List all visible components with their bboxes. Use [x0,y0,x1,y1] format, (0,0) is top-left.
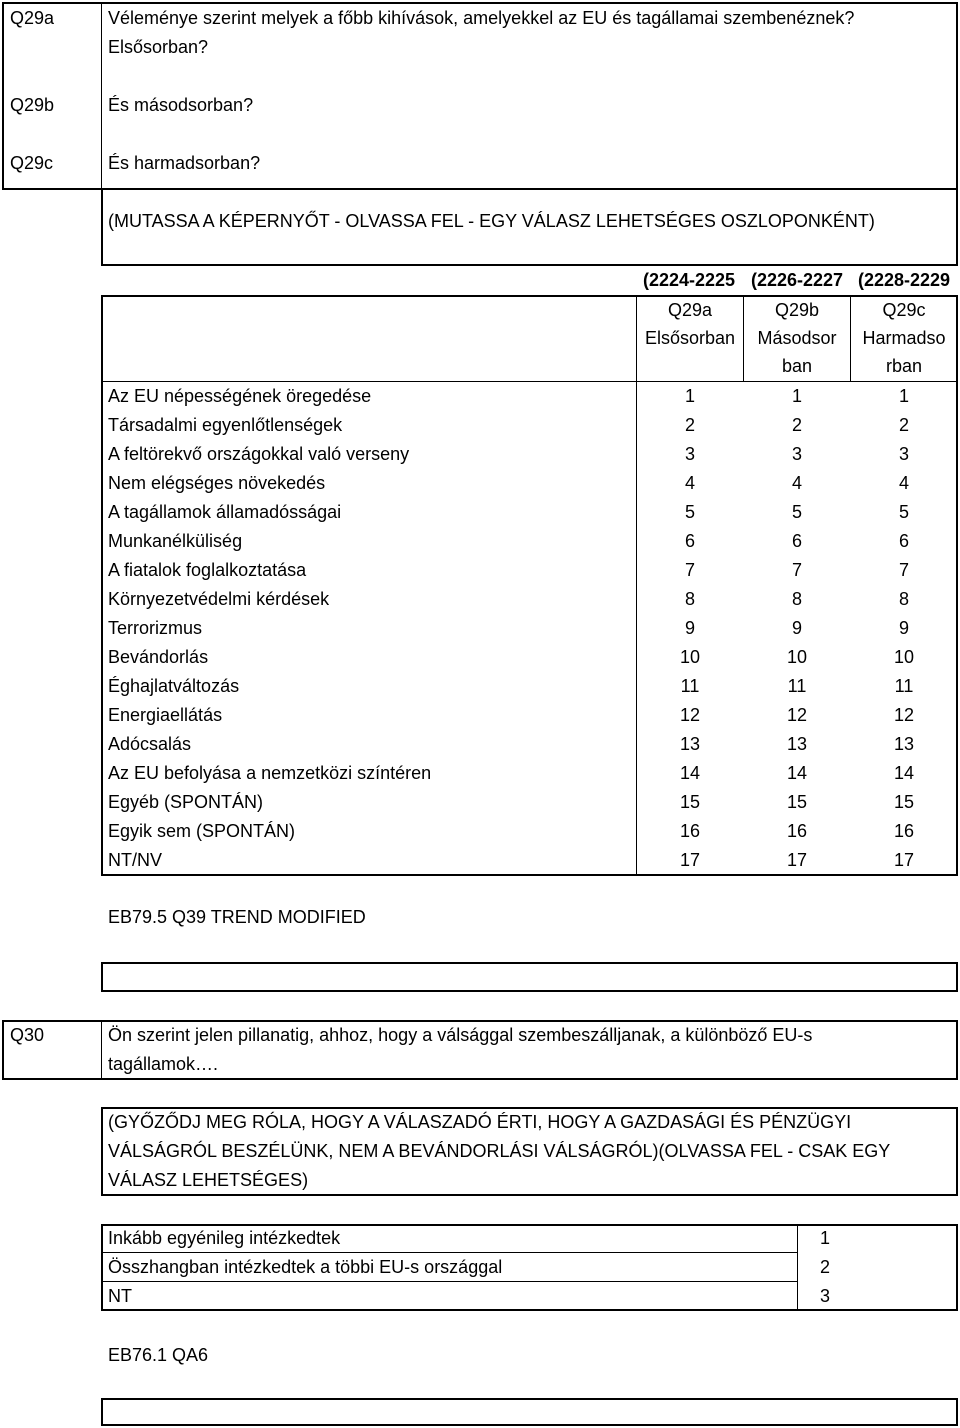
table-row-code: 4 [791,473,802,493]
col-code-q29b: Q29b [774,300,820,320]
table-row-code: 13 [679,734,701,754]
table-row-code: 12 [786,705,808,725]
trend-note-q29: EB79.5 Q39 TREND MODIFIED [108,907,366,927]
table-row-code: 1 [791,386,802,406]
col-label-q29b-line1: Másodsor [757,328,837,348]
table-row-code: 12 [893,705,915,725]
table-row-label: A tagállamok államadósságai [108,502,342,522]
table-row-label: Egyik sem (SPONTÁN) [108,821,296,841]
table-row-code: 11 [680,676,700,696]
question-text-q30-line2: tagállamok…. [108,1054,219,1074]
question-text-q30-line1: Ön szerint jelen pillanatig, ahhoz, hogy a válsággal szembeszálljanak, a különböző EU-s [108,1025,813,1045]
table-row-code: 4 [898,473,909,493]
table-row-code: 7 [898,560,909,580]
table-row-code: 6 [898,531,909,551]
q30-option-code-1: 1 [820,1228,831,1248]
table-row-code: 3 [684,444,695,464]
table-row-label: Az EU befolyása a nemzetközi színtéren [108,763,432,783]
instruction-text-q30-line1: (GYŐZŐDJ MEG RÓLA, HOGY A VÁLASZADÓ ÉRTI, HOGY A GAZDASÁGI ÉS PÉNZÜGYI [108,1112,852,1132]
col-label-q29a: Elsősorban [644,328,736,348]
table-row-code: 12 [679,705,701,725]
table-row-code: 1 [684,386,695,406]
instruction-text-q30-line2: VÁLSÁGRÓL BESZÉLÜNK, NEM A BEVÁNDORLÁSI VÁLSÁGRÓL)(OLVASSA FEL - CSAK EGY [108,1141,891,1161]
table-row-code: 16 [679,821,701,841]
question-text-q29a-line1: Véleménye szerint melyek a főbb kihívások, amelyekkel az EU és tagállamai szembenéznek? [108,8,855,28]
table-row-code: 13 [786,734,808,754]
table-row-code: 3 [898,444,909,464]
table-row-code: 2 [898,415,909,435]
table-row-code: 17 [679,850,701,870]
table-row-code: 15 [786,792,808,812]
table-row-code: 8 [684,589,695,609]
table-row-code: 16 [786,821,808,841]
table-row-label: Munkanélküliség [108,531,243,551]
question-code-divider-q30 [101,1020,102,1080]
q30-option-code-2: 2 [820,1257,831,1277]
question-code-q30: Q30 [10,1025,45,1045]
table-row-code: 5 [898,502,909,522]
q30-option-label-3: NT [108,1286,132,1306]
table-row-code: 10 [893,647,915,667]
range-col-2: (2226-2227 [750,270,844,290]
table-row-label: Nem elégséges növekedés [108,473,326,493]
table-row-code: 16 [893,821,915,841]
table-row-code: 14 [786,763,808,783]
question-code-divider [101,2,102,190]
q30-options-divider [797,1224,798,1311]
table-row-code: 5 [791,502,802,522]
table-row-code: 10 [679,647,701,667]
table-row-label: Egyéb (SPONTÁN) [108,792,264,812]
table-row-code: 3 [791,444,802,464]
col-label-q29c-line2: rban [885,356,923,376]
table-row-label: Éghajlatváltozás [108,676,240,696]
table-row-code: 9 [791,618,802,638]
table-row-code: 9 [898,618,909,638]
table-row-code: 2 [791,415,802,435]
table-row-code: 15 [893,792,915,812]
table-row-code: 8 [898,589,909,609]
table-row-label: Terrorizmus [108,618,203,638]
col-code-q29c: Q29c [882,300,926,320]
table-row-code: 9 [684,618,695,638]
question-code-q29c: Q29c [10,153,54,173]
q30-option-label-1: Inkább egyénileg intézkedtek [108,1228,341,1248]
col-label-q29c-line1: Harmadso [862,328,946,348]
empty-box-q29 [101,962,958,992]
table-row-label: Társadalmi egyenlőtlenségek [108,415,343,435]
table-row-code: 7 [684,560,695,580]
table-row-label: NT/NV [108,850,162,870]
table-row-code: 1 [898,386,909,406]
col-code-q29a: Q29a [667,300,713,320]
q30-option-label-2: Összhangban intézkedtek a többi EU-s országgal [108,1257,503,1277]
trend-note-q30: EB76.1 QA6 [108,1345,209,1365]
instruction-text-q29: (MUTASSA A KÉPERNYŐT - OLVASSA FEL - EGY VÁLASZ LEHETSÉGES OSZLOPONKÉNT) [108,211,875,231]
question-text-q29b: És másodsorban? [108,95,254,115]
empty-box-q30 [101,1398,958,1426]
q30-option-code-3: 3 [820,1286,831,1306]
table-row-code: 6 [791,531,802,551]
table-row-label: Az EU népességének öregedése [108,386,372,406]
question-text-q29c: És harmadsorban? [108,153,261,173]
table-row-code: 17 [786,850,808,870]
question-text-q29a-line2: Elsősorban? [108,37,209,57]
col-label-q29b-line2: ban [781,356,813,376]
table-row-code: 2 [684,415,695,435]
question-code-q29a: Q29a [10,8,55,28]
instruction-text-q30-line3: VÁLASZ LEHETSÉGES) [108,1170,309,1190]
table-row-label: Környezetvédelmi kérdések [108,589,330,609]
table-row-code: 17 [893,850,915,870]
table-row-label: Adócsalás [108,734,192,754]
table-row-code: 4 [684,473,695,493]
table-row-code: 14 [679,763,701,783]
table-row-code: 11 [894,676,914,696]
table-row-code: 15 [679,792,701,812]
table-row-label: Bevándorlás [108,647,209,667]
table-row-code: 10 [786,647,808,667]
table-row-code: 13 [893,734,915,754]
range-col-1: (2224-2225 [642,270,736,290]
question-code-q29b: Q29b [10,95,55,115]
range-col-3: (2228-2229 [857,270,951,290]
table-row-label: A fiatalok foglalkoztatása [108,560,307,580]
table-row-code: 6 [684,531,695,551]
table-row-code: 5 [684,502,695,522]
table-row-code: 8 [791,589,802,609]
table-row-code: 14 [893,763,915,783]
table-row-label: Energiaellátás [108,705,223,725]
table-row-label: A feltörekvő országokkal való verseny [108,444,410,464]
table-row-code: 7 [791,560,802,580]
table-row-code: 11 [787,676,807,696]
